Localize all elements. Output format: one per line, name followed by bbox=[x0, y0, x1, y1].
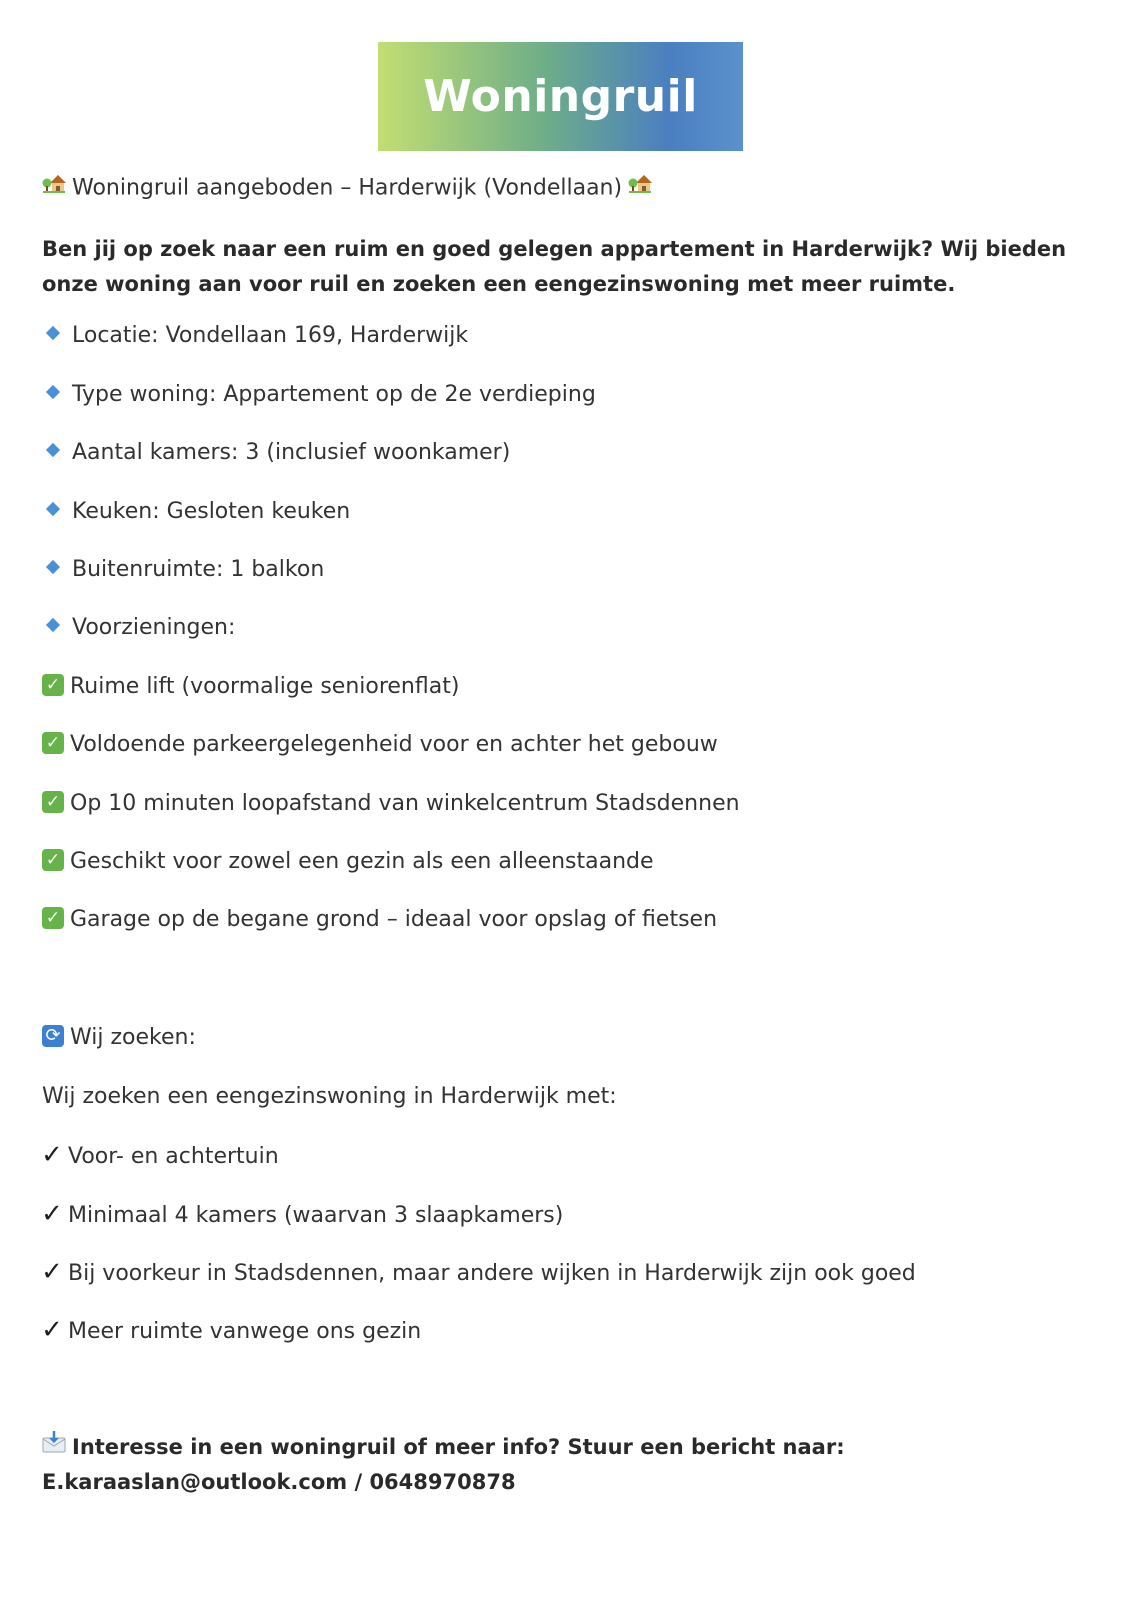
seeking-item: ✓ Minimaal 4 kamers (waarvan 3 slaapkamers) bbox=[41, 1199, 564, 1229]
offer-heading bbox=[42, 173, 658, 204]
house-icon bbox=[628, 171, 652, 202]
amenity-item: ✓ Geschikt voor zowel een gezin als een alleenstaande bbox=[42, 847, 654, 877]
blue-diamond-icon bbox=[46, 502, 60, 516]
house-icon bbox=[42, 171, 66, 202]
check-mark-icon: ✓ bbox=[41, 1315, 63, 1345]
amenity-item: ✓ Garage op de begane grond – ideaal voor opslag of fietsen bbox=[42, 905, 717, 935]
contact-line: Interesse in een woningruil of meer info? Stuur een bericht naar: bbox=[42, 1432, 845, 1463]
check-mark-icon: ✓ bbox=[41, 1257, 63, 1287]
intro-paragraph: Ben jij op zoek naar een ruim en goed gelegen appartement in Harderwijk? Wij bieden onze woning aan voor ruil en zoeken een eengezinswoning met meer ruimte. bbox=[42, 237, 1067, 296]
detail-item: Aantal kamers: 3 (inclusief woonkamer) bbox=[40, 438, 510, 468]
check-box-icon: ✓ bbox=[42, 732, 64, 754]
blue-diamond-icon bbox=[46, 443, 60, 457]
amenity-item: ✓ Op 10 minuten loopafstand van winkelcentrum Stadsdennen bbox=[42, 789, 740, 819]
check-box-icon: ✓ bbox=[42, 849, 64, 871]
detail-item: Voorzieningen: bbox=[40, 613, 235, 643]
contact-details: E.karaaslan@outlook.com / 0648970878 bbox=[42, 1470, 516, 1494]
check-mark-icon: ✓ bbox=[41, 1199, 63, 1229]
banner-title: Woningruil bbox=[423, 71, 698, 122]
detail-item: Buitenruimte: 1 balkon bbox=[40, 555, 324, 585]
blue-diamond-icon bbox=[46, 560, 60, 574]
blue-diamond-icon bbox=[46, 618, 60, 632]
check-box-icon: ✓ bbox=[42, 674, 64, 696]
amenity-item: ✓ Voldoende parkeergelegenheid voor en achter het gebouw bbox=[42, 730, 718, 760]
detail-item: Type woning: Appartement op de 2e verdieping bbox=[40, 380, 596, 410]
seeking-item: ✓ Bij voorkeur in Stadsdennen, maar andere wijken in Harderwijk zijn ook goed bbox=[41, 1257, 916, 1287]
seeking-item: ✓ Meer ruimte vanwege ons gezin bbox=[41, 1315, 422, 1345]
detail-item: Locatie: Vondellaan 169, Harderwijk bbox=[40, 321, 468, 351]
detail-item: Keuken: Gesloten keuken bbox=[40, 497, 350, 527]
incoming-envelope-icon bbox=[42, 1431, 66, 1461]
amenity-item: ✓ Ruime lift (voormalige seniorenflat) bbox=[42, 672, 459, 702]
sync-icon: ⟳ bbox=[42, 1025, 64, 1047]
seeking-intro: Wij zoeken een eengezinswoning in Harderwijk met: bbox=[42, 1084, 617, 1109]
check-mark-icon: ✓ bbox=[41, 1140, 63, 1170]
offer-heading-text: Woningruil aangeboden – Harderwijk (Vondellaan) bbox=[72, 175, 623, 201]
seeking-title: ⟳ Wij zoeken: bbox=[42, 1023, 196, 1053]
seeking-item: ✓ Voor- en achtertuin bbox=[41, 1140, 279, 1170]
blue-diamond-icon bbox=[46, 326, 60, 340]
check-box-icon: ✓ bbox=[42, 907, 64, 929]
blue-diamond-icon bbox=[46, 385, 60, 399]
title-banner bbox=[378, 42, 743, 151]
check-box-icon: ✓ bbox=[42, 791, 64, 813]
